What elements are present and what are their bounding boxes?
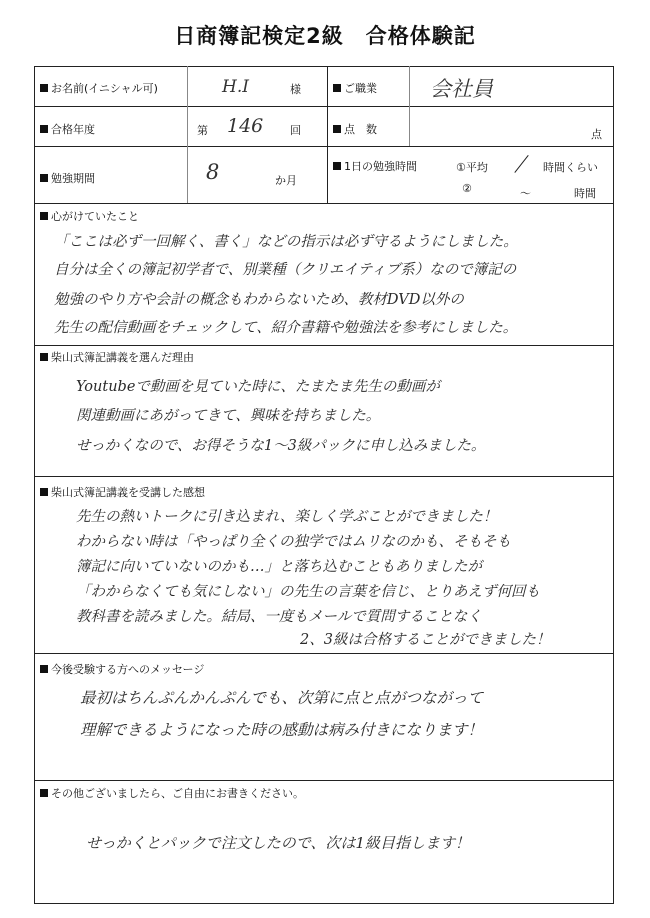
divider <box>34 106 614 107</box>
divider <box>34 146 614 147</box>
section-message-line: 理解できるようになった時の感動は病み付きになります！ <box>80 721 484 739</box>
year-suffix: 回 <box>290 124 301 137</box>
divider <box>34 780 614 781</box>
divider <box>34 345 614 346</box>
section-reason-line: Youtubeで動画を見ていた時に、たまたま先生の動画が <box>76 379 440 395</box>
daily-avg-suffix: 時間くらい <box>543 161 598 174</box>
section-impression-line: 教科書を読みました。結局、一度もメールで質問することなく <box>76 609 482 625</box>
score-suffix: 点 <box>591 128 602 141</box>
section-label-other: その他ございましたら、ご自由にお書きください。 <box>40 785 304 801</box>
period-label: 勉強期間 <box>40 170 95 186</box>
daily-range-sep: ～ <box>520 187 531 200</box>
divider <box>34 653 614 654</box>
divider <box>34 203 614 204</box>
name-suffix: 様 <box>290 83 301 96</box>
daily-range-label: ② <box>462 182 472 195</box>
section-label-focus: 心がけていたこと <box>40 208 139 224</box>
divider <box>34 476 614 477</box>
section-impression-line: 先生の熱いトークに引き込まれ、楽しく学ぶことができました！ <box>76 509 498 525</box>
year-label: 合格年度 <box>40 121 95 137</box>
section-impression-line: 2、3級は合格することができました！ <box>300 632 551 648</box>
section-focus-line: 自分は全くの簿記初学者で、別業種（クリエイティブ系）なので簿記の <box>54 262 517 278</box>
score-label: 点 数 <box>333 121 377 137</box>
section-reason-line: 関連動画にあがってきて、興味を持ちました。 <box>76 408 381 424</box>
section-other-line: せっかくとパックで注文したので、次は1級目指します！ <box>86 834 470 852</box>
year-value: 146 <box>227 115 264 137</box>
name-value: H.I <box>222 77 249 97</box>
section-focus-line: 勉強のやり方や会計の概念もわからないため、教材DVD以外の <box>54 292 464 308</box>
occupation-label: ご職業 <box>333 80 377 96</box>
section-impression-line: 「わからなくても気にしない」の先生の言葉を信じ、とりあえず何回も <box>76 584 540 600</box>
section-reason-line: せっかくなので、お得そうな1～3級パックに申し込みました。 <box>76 438 486 454</box>
period-suffix: か月 <box>275 174 297 187</box>
daily-label: 1日の勉強時間 <box>333 158 417 174</box>
divider <box>327 66 328 203</box>
section-label-reason: 柴山式簿記講義を選んだ理由 <box>40 349 194 365</box>
section-message-line: 最初はちんぷんかんぷんでも、次第に点と点がつながって <box>80 689 484 707</box>
name-label: お名前(イニシャル可) <box>40 80 158 96</box>
divider <box>409 66 410 146</box>
daily-range-suffix: 時間 <box>574 187 596 200</box>
section-impression-line: わからない時は「やっぱり全くの独学ではムリなのかも、そもそも <box>76 534 511 550</box>
section-impression-line: 簿記に向いていないのかも…」と落ち込むこともありましたが <box>76 559 482 575</box>
section-focus-line: 先生の配信動画をチェックして、紹介書籍や勉強法を参考にしました。 <box>54 320 518 336</box>
section-label-impression: 柴山式簿記講義を受講した感想 <box>40 484 205 500</box>
section-focus-line: 「ここは必ず一回解く、書く」などの指示は必ず守るようにしました。 <box>54 234 518 250</box>
occupation-value: 会社員 <box>430 77 493 101</box>
section-label-message: 今後受験する方へのメッセージ <box>40 661 204 677</box>
period-value: 8 <box>206 160 220 184</box>
page-title: 日商簿記検定2級 合格体験記 <box>174 24 476 48</box>
divider <box>187 66 188 203</box>
daily-avg-label: ①平均 <box>456 161 488 174</box>
year-prefix: 第 <box>197 124 208 137</box>
